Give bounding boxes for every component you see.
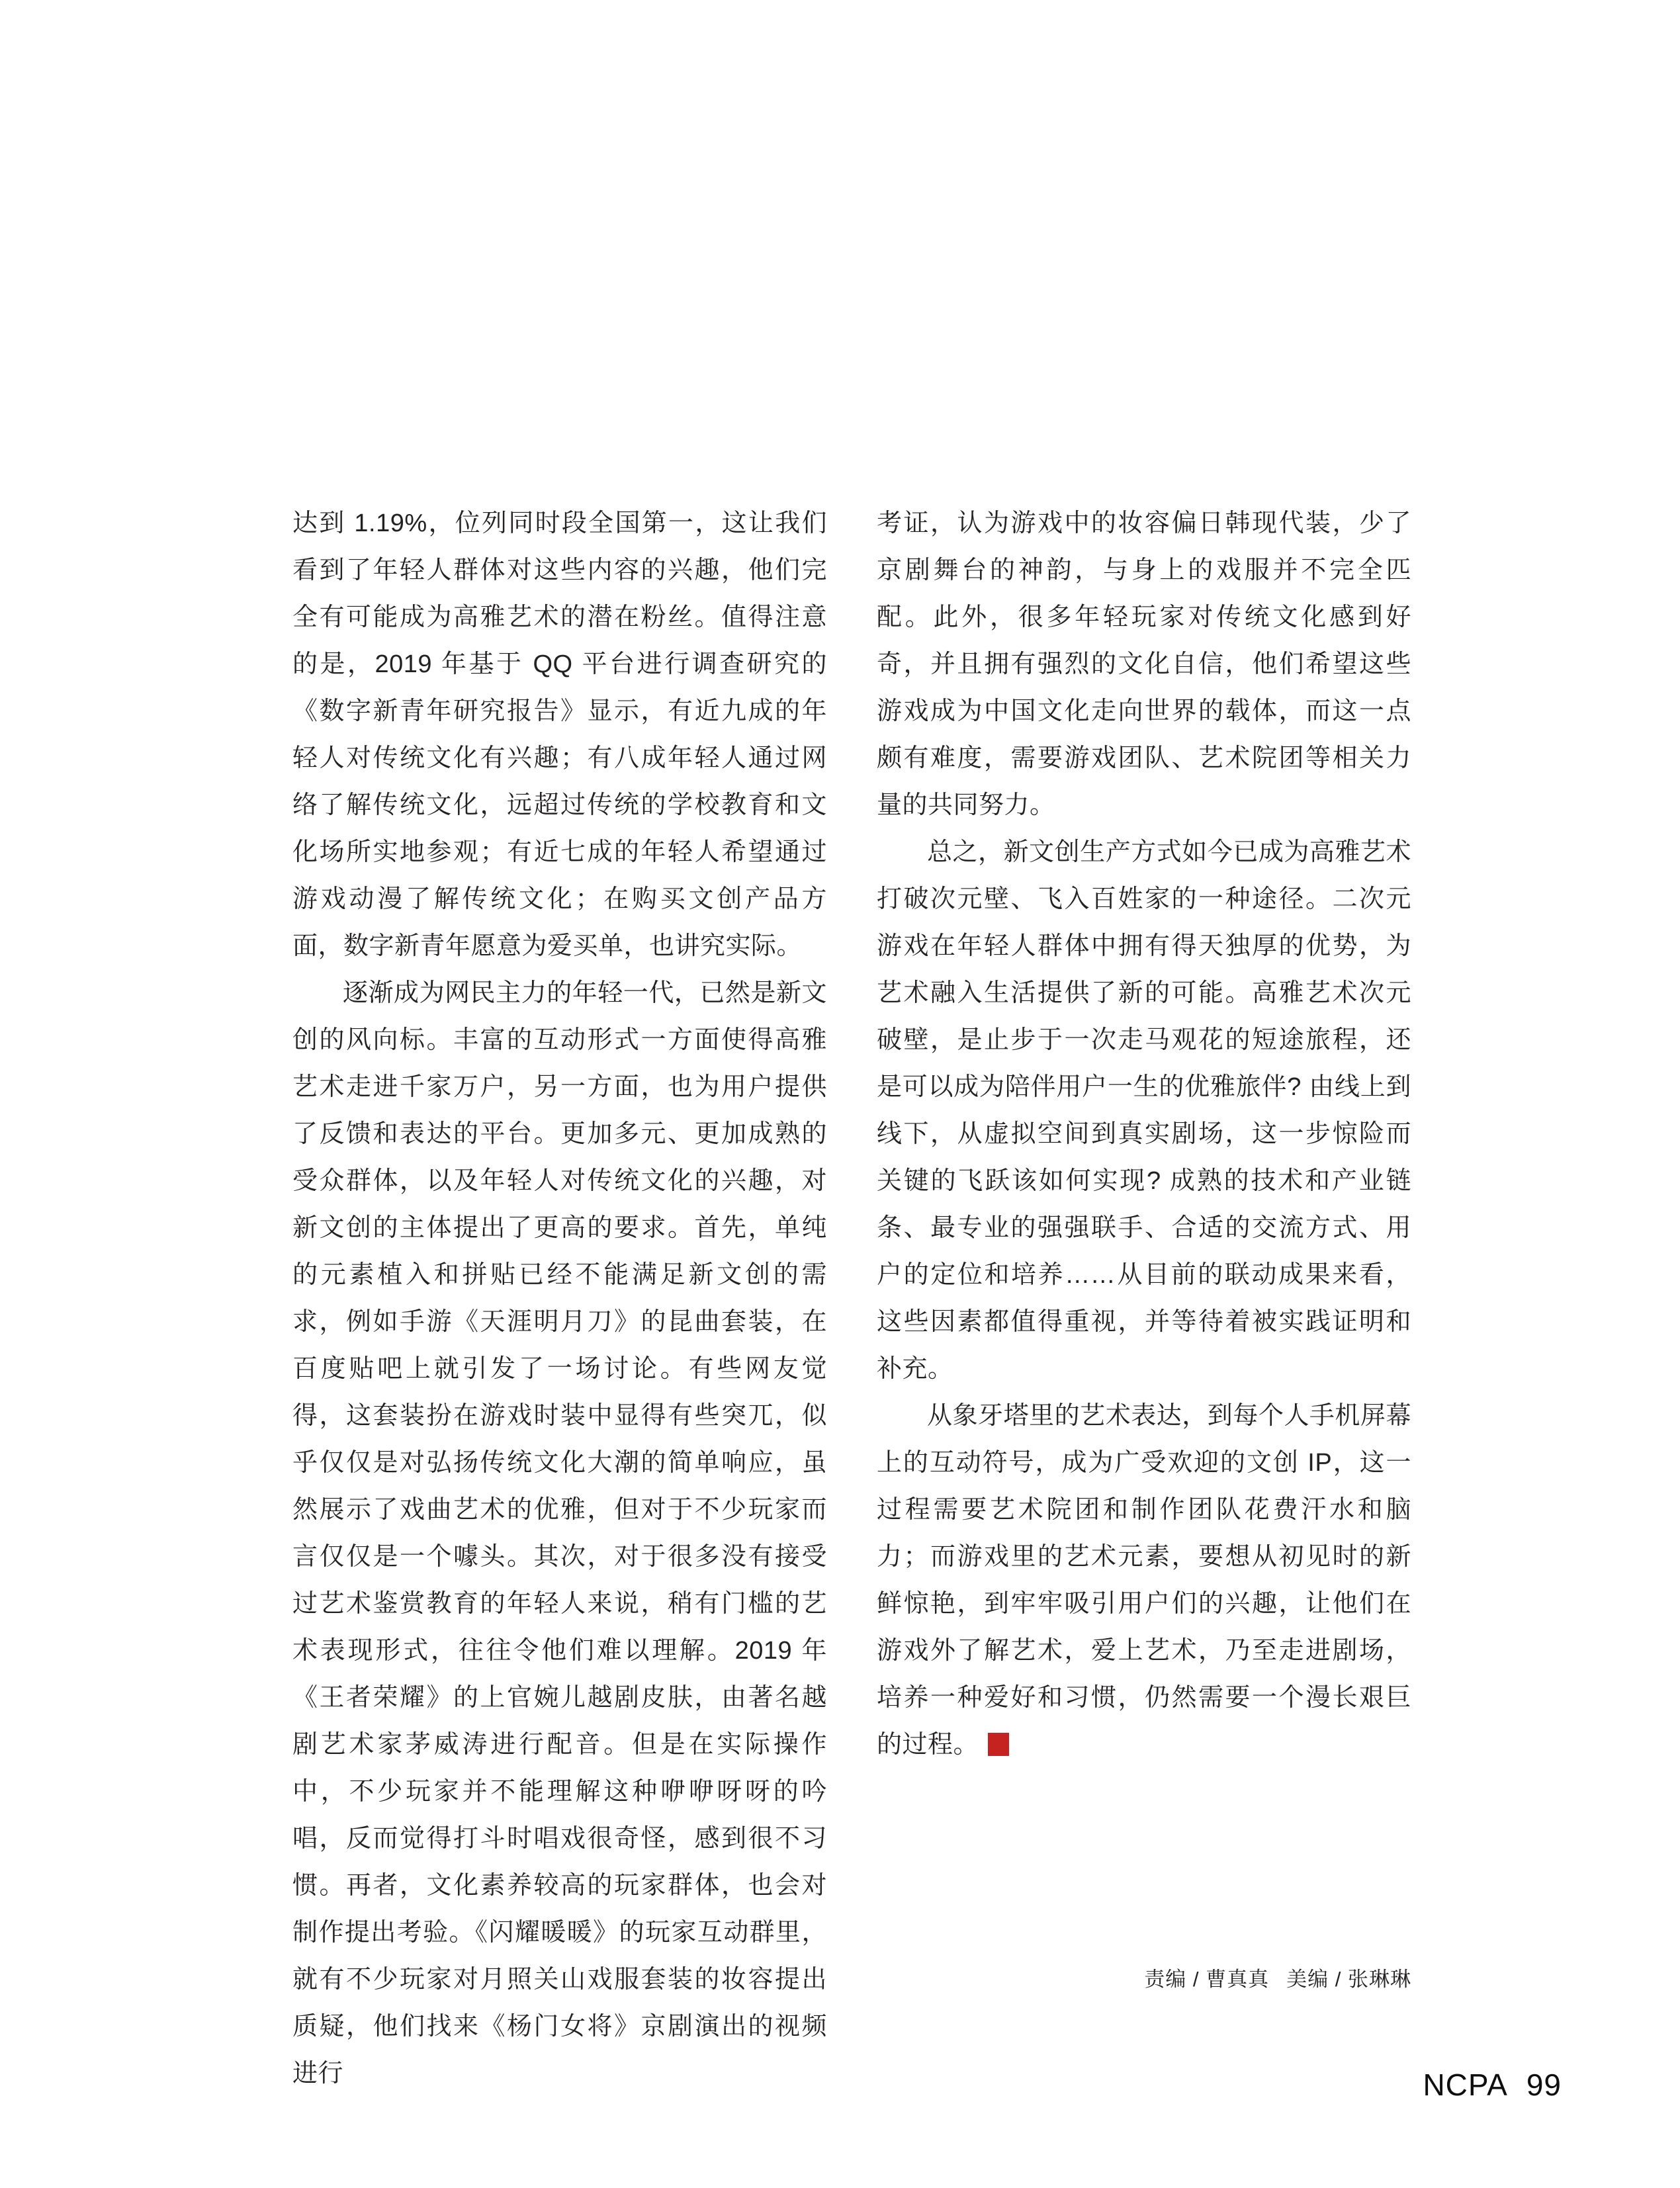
page-number: [1423, 2067, 1562, 2103]
text-column-right: [877, 500, 1411, 2097]
designer-credit-label: 美编 / 张琳琳: [1286, 1968, 1411, 1991]
text-column-left: [292, 500, 827, 2097]
ncpa-seal-icon: [988, 1733, 1102, 1757]
editor-credit-label: 责编 / 曹真真: [1144, 1968, 1270, 1991]
ncpa-seal-bottom-text: PA: [1038, 1747, 1051, 1757]
body-paragraph: 达到 1.19%，位列同时段全国第一，这让我们看到了年轻人群体对这些内容的兴趣，他们完全有可能成为高雅艺术的潜在粉丝。值得注意的是，2019 年基于 QQ 平台进行调查研究的《数字新青年研究报告》显示，有近九成的年轻人对传统文化有兴趣；有八成年轻人通过网络了解传统文化，远超过传统的学校教育和文化场所实地参观；有近七成的年轻人希望通过游戏动漫了解传统文化；在购买文创产品方面，数字新青年愿意为爱买单，也讲究实际。: [292, 509, 827, 960]
page-number-value: 99: [1526, 2068, 1562, 2102]
article-body: [292, 500, 1411, 2097]
body-paragraph: 总之，新文创生产方式如今已成为高雅艺术打破次元壁、飞入百姓家的一种途径。二次元游戏在年轻人群体中拥有得天独厚的优势，为艺术融入生活提供了新的可能。高雅艺术次元破壁，是止步于一次走马观花的短途旅程，还是可以成为陪伴用户一生的优雅旅伴? 由线上到线下，从虚拟空间到真实剧场，这一步惊险而关键的飞跃该如何实现? 成熟的技术和产业链条、最专业的强强联手、合适的交流方式、用户的定位和培养……从目前的联动成果来看，这些因素都值得重视，并等待着被实践证明和补充。: [877, 838, 1411, 1383]
magazine-brand-label: NCPA: [1423, 2068, 1508, 2102]
body-paragraph: 从象牙塔里的艺术表达，到每个人手机屏幕上的互动符号，成为广受欢迎的文创 IP，这一过程需要艺术院团和制作团队花费汗水和脑力；而游戏里的艺术元素，要想从初见时的新鲜惊艳，到牢牢吸引用户们的兴趣，让他们在游戏外了解艺术，爱上艺术，乃至走进剧场，培养一种爱好和习惯，仍然需要一个漫长艰巨的过程。 NC PA: [877, 1402, 1411, 1759]
ncpa-seal-top-text: NC: [1038, 1735, 1102, 1746]
body-paragraph: 考证，认为游戏中的妆容偏日韩现代装，少了京剧舞台的神韵，与身上的戏服并不完全匹配。此外，很多年轻玩家对传统文化感到好奇，并且拥有强烈的文化自信，他们希望这些游戏成为中国文化走向世界的载体，而这一点颇有难度，需要游戏团队、艺术院团等相关力量的共同努力。: [877, 509, 1411, 819]
body-paragraph: 逐渐成为网民主力的年轻一代，已然是新文创的风向标。丰富的互动形式一方面使得高雅艺术走进千家万户，另一方面，也为用户提供了反馈和表达的平台。更加多元、更加成熟的受众群体，以及年轻人对传统文化的兴趣，对新文创的主体提出了更高的要求。首先，单纯的元素植入和拼贴已经不能满足新文创的需求，例如手游《天涯明月刀》的昆曲套装，在百度贴吧上就引发了一场讨论。有些网友觉得，这套装扮在游戏时装中显得有些突兀，似乎仅仅是对弘扬传统文化大潮的简单响应，虽然展示了戏曲艺术的优雅，但对于不少玩家而言仅仅是一个噱头。其次，对于很多没有接受过艺术鉴赏教育的年轻人来说，稍有门槛的艺术表现形式，往往令他们难以理解。2019 年《王者荣耀》的上官婉儿越剧皮肤，由著名越剧艺术家茅威涛进行配音。但是在实际操作中，不少玩家并不能理解这种咿咿呀呀的吟唱，反而觉得打斗时唱戏很奇怪，感到很不习惯。再者，文化素养较高的玩家群体，也会对制作提出考验。《闪耀暖暖》的玩家互动群里，就有不少玩家对月照关山戏服套装的妆容提出质疑，他们找来《杨门女将》京剧演出的视频进行: [292, 979, 827, 2087]
editors-credit: [1144, 1962, 1411, 1992]
